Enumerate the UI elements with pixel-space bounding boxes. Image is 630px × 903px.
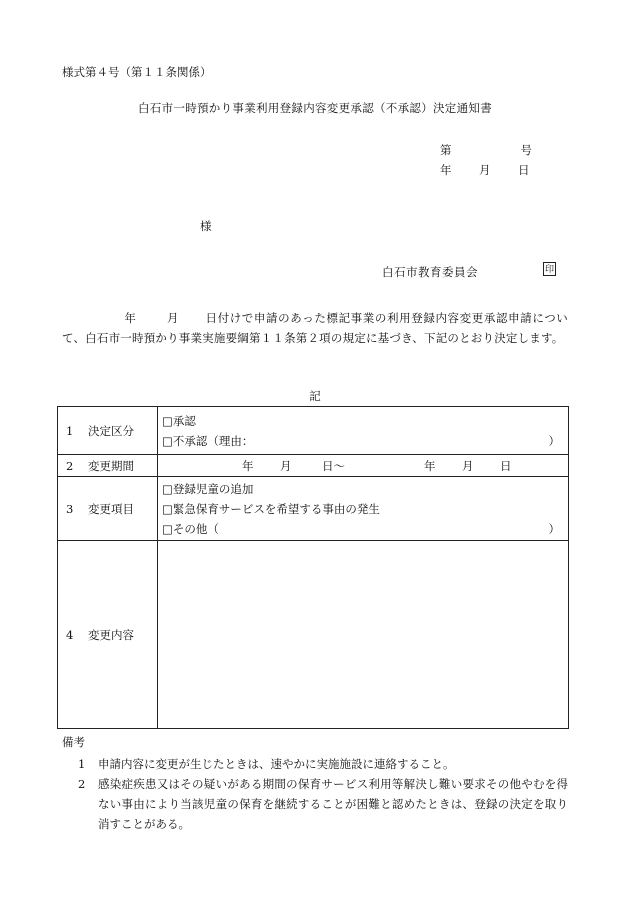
decision-table (57, 406, 569, 729)
option-disapprove-label: □不承認（理由： (162, 433, 254, 448)
remark-text: 申請内容に変更が生じたときは、速やかに実施施設に連絡すること。 (98, 757, 455, 771)
addressee-suffix: 様 (200, 219, 212, 233)
row4-number: 4 (66, 627, 74, 642)
remarks-heading: 備考 (62, 735, 85, 749)
from-year: 年 (242, 458, 254, 473)
remarks-list (78, 754, 568, 834)
remark-number: 2 (78, 777, 86, 791)
reference-go: 号 (520, 143, 532, 157)
table-row-period (58, 455, 569, 477)
body-paragraph (62, 308, 568, 348)
row2-label-text: 変更期間 (88, 458, 134, 473)
to-month: 月 (462, 458, 474, 473)
row3-number: 3 (66, 501, 74, 516)
row2-value (158, 455, 569, 477)
option-other[interactable] (162, 519, 560, 539)
reference-year: 年 (440, 163, 452, 177)
ki-heading: 記 (309, 389, 321, 403)
reference-dai: 第 (440, 143, 452, 157)
row1-value (158, 407, 569, 455)
seal-mark: 印 (543, 262, 556, 276)
to-day: 日 (500, 458, 512, 473)
issuer-name: 白石市教育委員会 (382, 265, 478, 279)
row3-label (58, 477, 158, 541)
from-month: 月 (280, 458, 292, 473)
reference-month: 月 (479, 163, 491, 177)
remark-item (78, 774, 568, 834)
option-other-label: □その他（ (162, 521, 219, 536)
option-disapprove[interactable] (162, 431, 560, 451)
row3-close-paren: ） (548, 521, 560, 536)
row1-label-text: 決定区分 (88, 423, 134, 438)
row4-label (58, 541, 158, 729)
row1-close-paren: ） (548, 433, 560, 448)
body-month: 月 (166, 311, 180, 325)
reference-day: 日 (518, 163, 530, 177)
remark-item (78, 754, 568, 774)
row4-label-text: 変更内容 (88, 627, 134, 642)
body-text: 日付けで申請のあった標記事業の利用登録内容変更承認申請について、白石市一時預かり事業実施要綱第１１条第２項の規定に基づき、下記のとおり決定します。 (62, 311, 569, 345)
table-row-content (58, 541, 569, 729)
reference-number (440, 142, 532, 158)
to-year: 年 (424, 458, 436, 473)
period-range (162, 456, 560, 476)
option-emergency-care[interactable]: □緊急保育サービスを希望する事由の発生 (162, 501, 380, 516)
row2-label (58, 455, 158, 477)
from-day: 日～ (322, 458, 345, 473)
body-year: 年 (124, 311, 137, 325)
document-title: 白石市一時預かり事業利用登録内容変更承認（不承認）決定通知書 (138, 101, 492, 115)
option-approve[interactable]: □承認 (162, 413, 196, 428)
row1-label (58, 407, 158, 455)
row2-number: 2 (66, 458, 74, 473)
option-add-child[interactable]: □登録児童の追加 (162, 481, 254, 496)
change-content-field[interactable] (158, 541, 569, 729)
table-row-items (58, 477, 569, 541)
table-row-decision (58, 407, 569, 455)
row3-value (158, 477, 569, 541)
row1-number: 1 (66, 423, 74, 438)
row3-label-text: 変更項目 (88, 501, 134, 516)
remark-text: 感染症疾患又はその疑いがある期間の保育サービス利用等解決し難い要求その他やむを得ない事由により当該児童の保育を継続することが困難と認めたときは、登録の決定を取り消すことがある。 (98, 777, 568, 831)
form-number: 様式第４号（第１１条関係） (62, 65, 212, 79)
remark-number: 1 (78, 757, 86, 771)
